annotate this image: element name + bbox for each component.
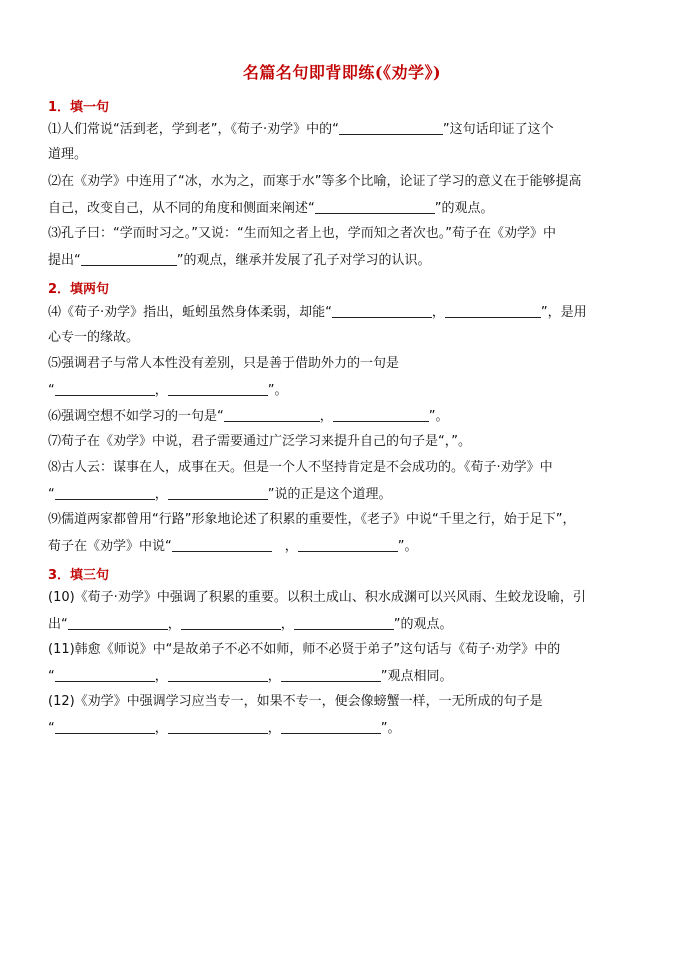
separator: ，	[267, 721, 281, 736]
question-9-line-1	[48, 512, 575, 528]
answer-blank[interactable]	[339, 121, 443, 135]
separator: ，	[431, 305, 445, 320]
question-2-line-1	[48, 174, 581, 190]
section-heading-3: 3．填三句	[48, 568, 110, 583]
question-3-line-1	[48, 226, 556, 242]
answer-blank[interactable]	[168, 668, 268, 682]
question-4-line-1	[48, 304, 587, 321]
question-5-text-a: ⑸强调君子与常人本性没有差别，只是善于借助外力的一句是	[48, 356, 400, 371]
answer-blank[interactable]	[55, 486, 155, 500]
open-quote: “	[48, 383, 55, 398]
question-11-line-2	[48, 668, 453, 685]
question-12-line-2	[48, 720, 401, 737]
question-1-line-2	[48, 147, 87, 163]
close-quote: ”的观点。	[393, 617, 453, 632]
answer-blank[interactable]	[168, 486, 268, 500]
answer-blank[interactable]	[298, 538, 398, 552]
question-2-text-c: ”的观点。	[434, 201, 494, 216]
question-3-text-b: 提出“	[48, 253, 81, 268]
close-quote: ”。	[267, 383, 288, 398]
answer-blank[interactable]	[224, 408, 320, 422]
question-10-line-1	[48, 590, 586, 606]
question-3-line-2	[48, 252, 431, 269]
question-9-line-2	[48, 538, 418, 555]
separator: ，	[267, 669, 281, 684]
question-1-text-a: ⑴人们常说“活到老，学到老”，《荀子·劝学》中的“	[48, 122, 339, 137]
question-5-line-1	[48, 356, 399, 372]
separator: ，	[271, 539, 298, 554]
question-11-line-1	[48, 642, 560, 658]
close-quote: ”观点相同。	[380, 669, 453, 684]
close-quote: ”。	[397, 539, 418, 554]
separator: ，	[280, 617, 294, 632]
question-2-text-a: ⑵在《劝学》中连用了“冰，水为之，而寒于水”等多个比喻，论证了学习的意义在于能够提高	[48, 174, 582, 189]
question-12-line-1	[48, 694, 543, 710]
answer-blank[interactable]	[281, 668, 381, 682]
question-6-text-a: ⑹强调空想不如学习的一句是“	[48, 409, 224, 424]
answer-blank[interactable]	[55, 720, 155, 734]
answer-blank[interactable]	[55, 668, 155, 682]
question-3-text-a: ⑶孔子曰：“学而时习之。”又说：“生而知之者上也，学而知之者次也。”荀子在《劝学》中	[48, 226, 556, 241]
question-1-text-c: 道理。	[48, 147, 88, 162]
answer-blank[interactable]	[445, 304, 541, 318]
question-5-line-2	[48, 382, 288, 399]
question-3-text-c: ”的观点，继承并发展了孔子对学习的认识。	[176, 253, 431, 268]
section-heading-1: 1．填一句	[48, 100, 110, 115]
answer-blank[interactable]	[294, 616, 394, 630]
question-12-text-a: (12)《劝学》中强调学习应当专一，如果不专一，便会像螃蟹一样，一无所成的句子是	[48, 694, 543, 709]
answer-blank[interactable]	[181, 616, 281, 630]
open-quote: “	[48, 487, 55, 502]
question-8-line-2	[48, 486, 392, 503]
section-heading-2: 2．填两句	[48, 282, 110, 297]
page-title: 名篇名句即背即练(《劝学》)	[242, 63, 442, 82]
separator: ，	[154, 487, 168, 502]
separator: ，	[154, 721, 168, 736]
question-4-text-a: ⑷《荀子·劝学》指出，蚯蚓虽然身体柔弱，却能“	[48, 305, 332, 320]
question-10-line-2	[48, 616, 453, 633]
question-8-text-a: ⑻古人云：谋事在人，成事在天。但是一个人不坚持肯定是不会成功的。《荀子·劝学》中	[48, 460, 553, 475]
answer-blank[interactable]	[172, 538, 272, 552]
answer-blank[interactable]	[168, 720, 268, 734]
close-quote: ”。	[428, 409, 449, 424]
close-quote: ”说的正是这个道理。	[267, 487, 392, 502]
question-7-line	[48, 434, 471, 450]
question-1-text-b: ”这句话印证了这个	[442, 122, 554, 137]
question-10-text-a: (10)《荀子·劝学》中强调了积累的重要。以积土成山、积水成渊可以兴风雨、生蛟龙设喻，引	[48, 590, 586, 605]
question-2-text-b: 自己，改变自己，从不同的角度和侧面来阐述“	[48, 201, 315, 216]
question-9-text-a: ⑼儒道两家都曾用“行路”形象地论述了积累的重要性，《老子》中说“千里之行，始于足下”，	[48, 512, 576, 527]
answer-blank[interactable]	[168, 382, 268, 396]
open-quote: “	[48, 669, 55, 684]
answer-blank[interactable]	[333, 408, 429, 422]
question-11-text-a: (11)韩愈《师说》中“是故弟子不必不如师，师不必贤于弟子”这句话与《荀子·劝学》中的	[48, 642, 561, 657]
separator: ，	[154, 383, 168, 398]
answer-blank[interactable]	[281, 720, 381, 734]
answer-blank[interactable]	[332, 304, 432, 318]
question-9-text-b: 荀子在《劝学》中说“	[48, 539, 172, 554]
separator: ，	[154, 669, 168, 684]
answer-blank[interactable]	[315, 200, 435, 214]
question-6-line	[48, 408, 449, 425]
separator: ，	[319, 409, 333, 424]
answer-blank[interactable]	[55, 382, 155, 396]
question-4-text-b: ”，是用	[540, 305, 587, 320]
question-2-line-2	[48, 200, 494, 217]
question-8-line-1	[48, 460, 553, 476]
question-7-text: ⑺荀子在《劝学》中说，君子需要通过广泛学习来提升自己的句子是“，”。	[48, 434, 471, 449]
answer-blank[interactable]	[68, 616, 168, 630]
answer-blank[interactable]	[81, 252, 177, 266]
question-4-line-2	[48, 330, 139, 346]
open-quote: “	[48, 721, 55, 736]
question-10-text-b: 出“	[48, 617, 68, 632]
question-1-line-1	[48, 121, 554, 138]
question-4-text-c: 心专一的缘故。	[48, 330, 140, 345]
separator: ，	[167, 617, 181, 632]
close-quote: ”。	[380, 721, 401, 736]
